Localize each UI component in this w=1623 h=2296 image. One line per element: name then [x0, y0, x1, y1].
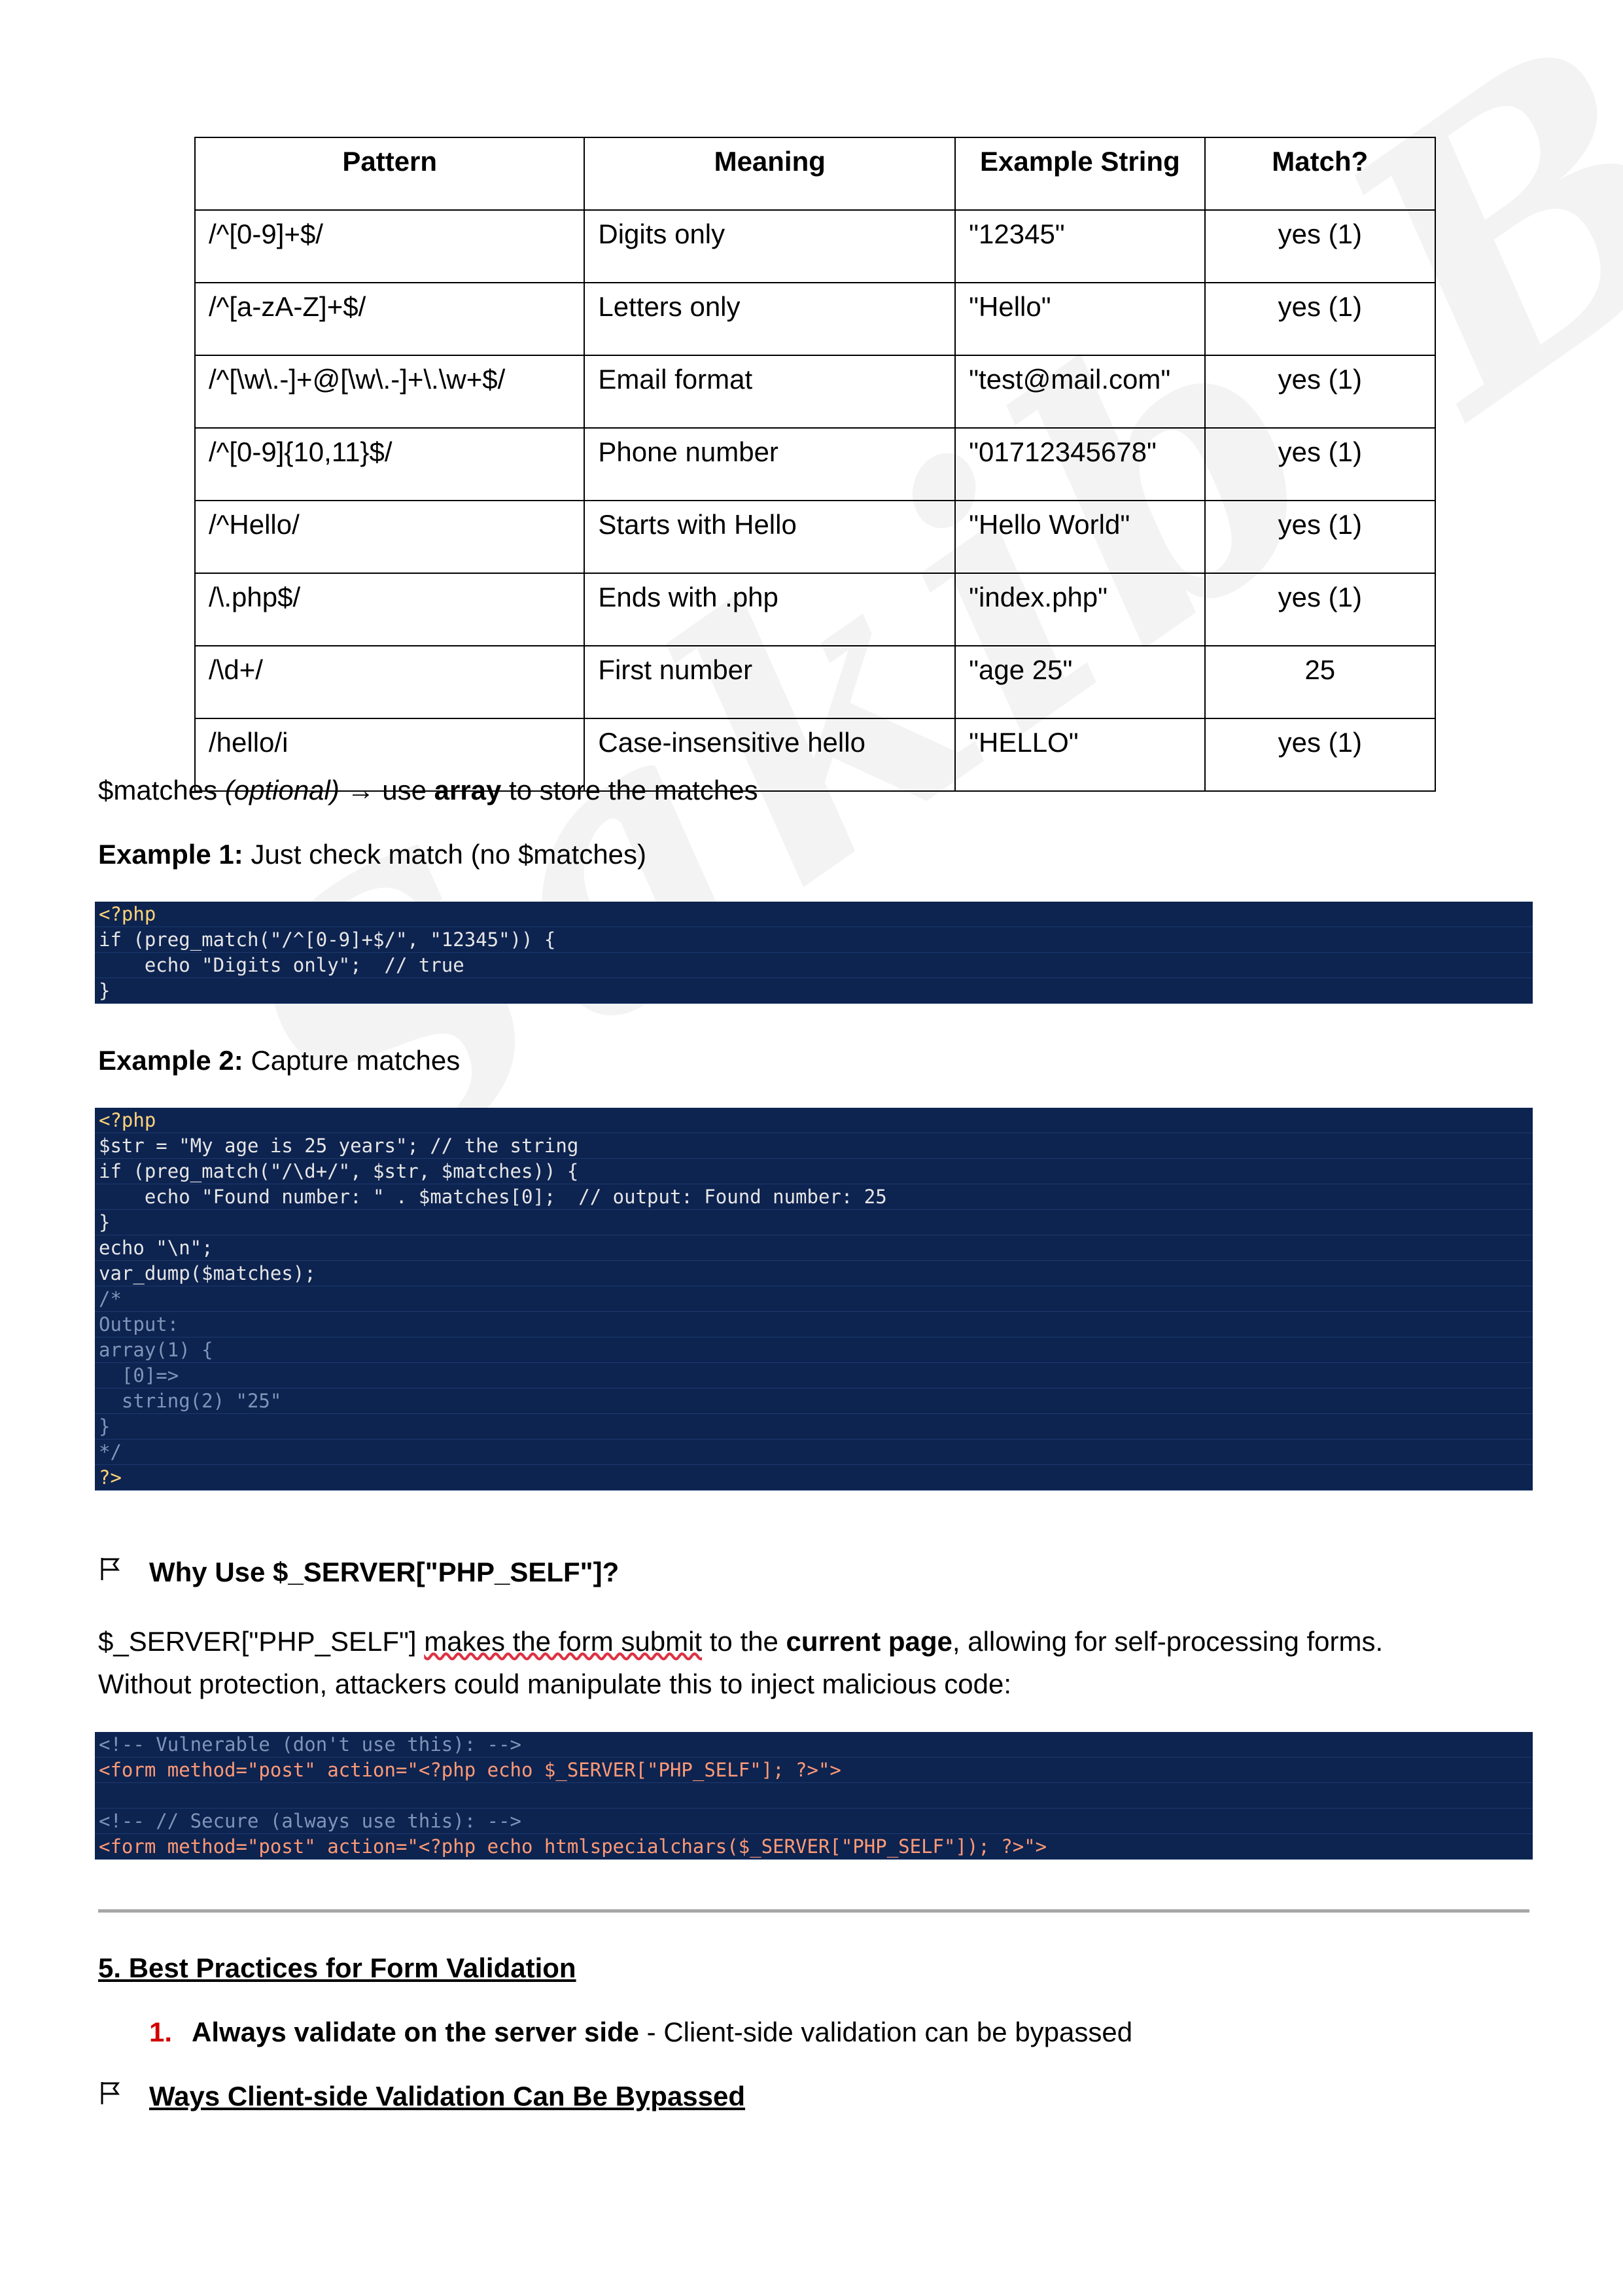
- table-row: [195, 428, 1435, 501]
- cell-match: yes (1): [1205, 355, 1435, 428]
- code-block-example-2: [95, 1108, 1533, 1491]
- code-line: <!-- Vulnerable (don't use this): -->: [95, 1732, 1533, 1757]
- cell-example: "12345": [955, 210, 1204, 283]
- why-php-self-paragraph: $_SERVER["PHP_SELF"] makes the form submit to the current page, allowing for self-processing forms. Without protection, attackers could manipulate this to inject malicious code:: [98, 1626, 1384, 1700]
- code-line: if (preg_match("/^[0-9]+$/", "12345")) {: [95, 927, 1533, 953]
- code-line: string(2) "25": [95, 1388, 1533, 1414]
- table-row: [195, 355, 1435, 428]
- code-line: [95, 1783, 1533, 1809]
- code-block-example-1: [95, 902, 1533, 1004]
- cell-example: "HELLO": [955, 718, 1204, 791]
- cell-example: "Hello": [955, 283, 1204, 355]
- cell-meaning: Ends with .php: [584, 573, 955, 646]
- example-1-heading: Example 1: Just check match (no $matches): [98, 839, 647, 870]
- code-line: */: [95, 1439, 1533, 1465]
- header-match: Match?: [1205, 137, 1435, 210]
- cell-example: "index.php": [955, 573, 1204, 646]
- regex-pattern-table: [194, 137, 1436, 792]
- code-line: /*: [95, 1286, 1533, 1312]
- cell-meaning: First number: [584, 646, 955, 718]
- table-row: [195, 646, 1435, 718]
- cell-match: yes (1): [1205, 428, 1435, 501]
- cell-meaning: Starts with Hello: [584, 501, 955, 573]
- cell-example: "Hello World": [955, 501, 1204, 573]
- example-2-heading: Example 2: Capture matches: [98, 1045, 461, 1076]
- cell-match: 25: [1205, 646, 1435, 718]
- code-line: <form method="post" action="<?php echo $_SERVER["PHP_SELF"]; ?>">: [95, 1757, 1533, 1783]
- cell-match: yes (1): [1205, 718, 1435, 791]
- header-pattern: Pattern: [195, 137, 584, 210]
- code-line: echo "Found number: " . $matches[0]; // output: Found number: 25: [95, 1184, 1533, 1210]
- code-line: echo "\n";: [95, 1235, 1533, 1261]
- code-block-php-self: [95, 1732, 1533, 1860]
- header-example-string: Example String: [955, 137, 1204, 210]
- code-line: Output:: [95, 1312, 1533, 1337]
- cell-pattern: /hello/i: [195, 718, 584, 791]
- practice-item-1: 1. Always validate on the server side - Client-side validation can be bypassed: [149, 2017, 1133, 2047]
- cell-match: yes (1): [1205, 501, 1435, 573]
- code-line: [0]=>: [95, 1363, 1533, 1388]
- cell-example: "test@mail.com": [955, 355, 1204, 428]
- flag-icon: [98, 1551, 123, 1593]
- table-row: [195, 573, 1435, 646]
- table-row: [195, 501, 1435, 573]
- cell-meaning: Phone number: [584, 428, 955, 501]
- table-row: [195, 210, 1435, 283]
- cell-pattern: /\d+/: [195, 646, 584, 718]
- code-line: }: [95, 978, 1533, 1004]
- why-php-self-heading: Why Use $_SERVER["PHP_SELF"]?: [98, 1551, 619, 1593]
- section-5-heading: 5. Best Practices for Form Validation: [98, 1952, 576, 1983]
- cell-meaning: Digits only: [584, 210, 955, 283]
- horizontal-divider: [98, 1909, 1529, 1913]
- code-line: var_dump($matches);: [95, 1261, 1533, 1286]
- table-header-row: [195, 137, 1435, 210]
- code-line: <form method="post" action="<?php echo htmlspecialchars($_SERVER["PHP_SELF"]); ?>">: [95, 1834, 1533, 1860]
- bypass-heading: Ways Client-side Validation Can Be Bypassed: [98, 2075, 745, 2117]
- code-line: ?>: [95, 1465, 1533, 1491]
- code-line: <!-- // Secure (always use this): -->: [95, 1809, 1533, 1834]
- code-line: array(1) {: [95, 1337, 1533, 1363]
- cell-meaning: Email format: [584, 355, 955, 428]
- cell-meaning: Letters only: [584, 283, 955, 355]
- cell-pattern: /\.php$/: [195, 573, 584, 646]
- code-line: <?php: [95, 902, 1533, 927]
- cell-pattern: /^[\w\.-]+@[\w\.-]+\.\w+$/: [195, 355, 584, 428]
- code-line: if (preg_match("/\d+/", $str, $matches)) {: [95, 1159, 1533, 1184]
- code-line: <?php: [95, 1108, 1533, 1133]
- code-line: }: [95, 1210, 1533, 1235]
- flag-icon: [98, 2075, 123, 2117]
- code-line: $str = "My age is 25 years"; // the string: [95, 1133, 1533, 1159]
- header-meaning: Meaning: [584, 137, 955, 210]
- cell-pattern: /^[a-zA-Z]+$/: [195, 283, 584, 355]
- cell-match: yes (1): [1205, 573, 1435, 646]
- code-line: echo "Digits only"; // true: [95, 953, 1533, 978]
- cell-example: "01712345678": [955, 428, 1204, 501]
- matches-note: $matches (optional) → use array to store the matches: [98, 775, 758, 805]
- cell-meaning: Case-insensitive hello: [584, 718, 955, 791]
- cell-example: "age 25": [955, 646, 1204, 718]
- cell-match: yes (1): [1205, 210, 1435, 283]
- cell-match: yes (1): [1205, 283, 1435, 355]
- code-line: }: [95, 1414, 1533, 1439]
- table-row: [195, 283, 1435, 355]
- cell-pattern: /^[0-9]{10,11}$/: [195, 428, 584, 501]
- cell-pattern: /^[0-9]+$/: [195, 210, 584, 283]
- cell-pattern: /^Hello/: [195, 501, 584, 573]
